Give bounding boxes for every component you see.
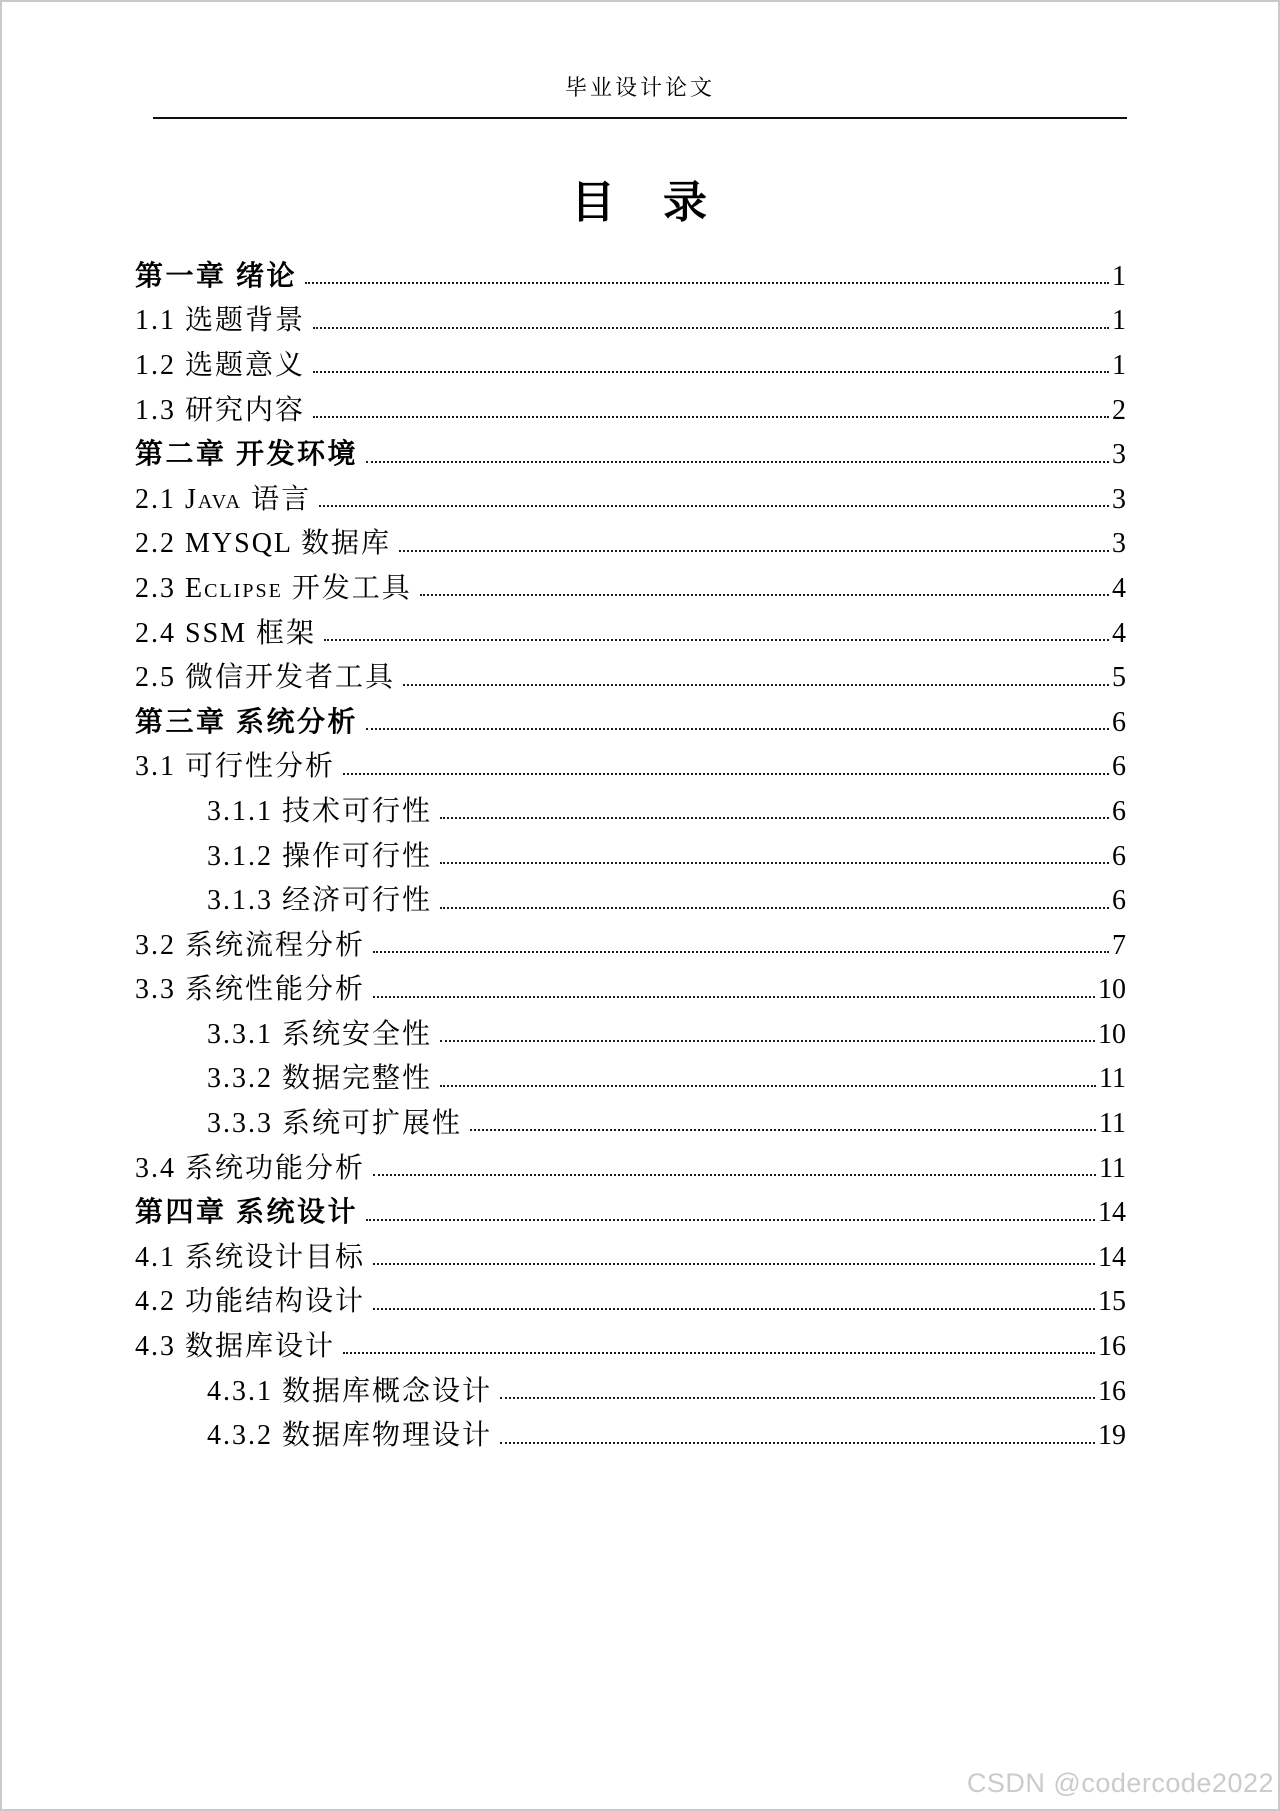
toc-entry[interactable] xyxy=(135,648,1126,693)
toc-entry[interactable] xyxy=(135,514,1126,559)
toc-entry-label: 3.2 系统流程分析 xyxy=(135,929,366,961)
toc-entry[interactable] xyxy=(135,247,1126,292)
toc-entry-label: 3.3.3 系统可扩展性 xyxy=(207,1108,463,1140)
toc-entry[interactable] xyxy=(135,1361,1126,1406)
toc-entry[interactable] xyxy=(135,336,1126,381)
toc-entry-label: 3.4 系统功能分析 xyxy=(135,1152,366,1184)
toc-entry-page: 6 xyxy=(1112,885,1126,917)
toc-entry-page: 4 xyxy=(1112,617,1126,649)
dot-leader xyxy=(440,1040,1095,1042)
toc-entry-label: 第四章 系统设计 xyxy=(135,1197,359,1229)
toc-entry[interactable] xyxy=(135,1272,1126,1317)
dot-leader xyxy=(420,594,1109,596)
toc-entry-label: 3.1.2 操作可行性 xyxy=(207,840,433,872)
dot-leader xyxy=(366,728,1109,730)
dot-leader xyxy=(470,1129,1096,1131)
toc-entry-label: 3.3 系统性能分析 xyxy=(135,974,366,1006)
toc-entry[interactable] xyxy=(135,1406,1126,1451)
toc-entry[interactable] xyxy=(135,1138,1126,1183)
toc-entry[interactable] xyxy=(135,737,1126,782)
toc-entry-page: 14 xyxy=(1098,1197,1126,1229)
toc-entry-page: 3 xyxy=(1112,528,1126,560)
dot-leader xyxy=(403,684,1109,686)
dot-leader xyxy=(373,1263,1095,1265)
toc-entry-label: 3.3.1 系统安全性 xyxy=(207,1018,433,1050)
toc-entry-page: 6 xyxy=(1112,751,1126,783)
toc-entry-page: 1 xyxy=(1112,305,1126,337)
toc-entry[interactable] xyxy=(135,470,1126,515)
dot-leader xyxy=(440,817,1109,819)
dot-leader xyxy=(343,773,1109,775)
toc-entry-label: 1.3 研究内容 xyxy=(135,394,306,426)
dot-leader xyxy=(440,1085,1096,1087)
toc-entry-page: 1 xyxy=(1112,260,1126,292)
toc-entry-label: 3.1 可行性分析 xyxy=(135,751,336,783)
dot-leader xyxy=(440,862,1109,864)
toc-entry[interactable] xyxy=(135,1005,1126,1050)
toc-entry-page: 15 xyxy=(1098,1286,1126,1318)
dot-leader xyxy=(500,1442,1095,1444)
toc-entry-label: 3.1.3 经济可行性 xyxy=(207,885,433,917)
toc-entry-label: 第三章 系统分析 xyxy=(135,706,359,738)
toc-entry-page: 14 xyxy=(1098,1241,1126,1273)
toc-entry[interactable] xyxy=(135,1228,1126,1273)
toc-entry[interactable] xyxy=(135,1094,1126,1139)
toc-entry-label: 4.3.2 数据库物理设计 xyxy=(207,1420,493,1452)
toc-entry-label: 2.3 Eclipse 开发工具 xyxy=(135,572,412,604)
toc-entry[interactable] xyxy=(135,826,1126,871)
toc-entry[interactable] xyxy=(135,782,1126,827)
toc-entry-page: 6 xyxy=(1112,706,1126,738)
toc-entry[interactable] xyxy=(135,693,1126,738)
toc-entry[interactable] xyxy=(135,1317,1126,1362)
dot-leader xyxy=(500,1397,1095,1399)
toc-entry-page: 6 xyxy=(1112,840,1126,872)
toc-entry-page: 10 xyxy=(1098,974,1126,1006)
csdn-watermark: CSDN @codercode2022 xyxy=(966,1768,1274,1798)
toc-entry[interactable] xyxy=(135,380,1126,425)
toc-entry[interactable] xyxy=(135,603,1126,648)
dot-leader xyxy=(373,951,1109,953)
page-header-title: 毕业设计论文 xyxy=(564,75,715,100)
toc-entry-page: 3 xyxy=(1112,439,1126,471)
toc-entry-label: 3.3.2 数据完整性 xyxy=(207,1063,433,1095)
toc-entry[interactable] xyxy=(135,1049,1126,1094)
toc-entry[interactable] xyxy=(135,291,1126,336)
toc-entry-label: 2.1 Java 语言 xyxy=(135,483,312,515)
toc-entry-label: 4.3 数据库设计 xyxy=(135,1331,336,1363)
dot-leader xyxy=(343,1352,1095,1354)
toc-entry-page: 7 xyxy=(1112,929,1126,961)
toc-entry-page: 11 xyxy=(1099,1152,1126,1184)
toc-entry[interactable] xyxy=(135,1183,1126,1228)
toc-entry-label: 3.1.1 技术可行性 xyxy=(207,795,433,827)
dot-leader xyxy=(313,371,1109,373)
dot-leader xyxy=(366,461,1109,463)
toc-list xyxy=(135,247,1126,1451)
dot-leader xyxy=(373,996,1095,998)
toc-entry-page: 3 xyxy=(1112,483,1126,515)
toc-entry[interactable] xyxy=(135,425,1126,470)
toc-entry-label: 2.4 SSM 框架 xyxy=(135,617,317,649)
toc-entry[interactable] xyxy=(135,559,1126,604)
dot-leader xyxy=(366,1219,1095,1221)
dot-leader xyxy=(440,907,1109,909)
toc-entry-page: 11 xyxy=(1099,1108,1126,1140)
toc-entry-page: 16 xyxy=(1098,1331,1126,1363)
toc-entry-label: 1.2 选题意义 xyxy=(135,349,306,381)
dot-leader xyxy=(324,639,1109,641)
toc-entry-label: 4.3.1 数据库概念设计 xyxy=(207,1375,493,1407)
toc-entry-label: 1.1 选题背景 xyxy=(135,305,306,337)
toc-entry[interactable] xyxy=(135,916,1126,961)
toc-entry-page: 5 xyxy=(1112,662,1126,694)
toc-entry-label: 4.1 系统设计目标 xyxy=(135,1241,366,1273)
toc-entry-page: 19 xyxy=(1098,1420,1126,1452)
dot-leader xyxy=(373,1174,1096,1176)
toc-entry-page: 11 xyxy=(1099,1063,1126,1095)
toc-entry[interactable] xyxy=(135,871,1126,916)
toc-entry-page: 6 xyxy=(1112,795,1126,827)
toc-title: 目 录 xyxy=(571,177,709,227)
toc-entry-label: 第二章 开发环境 xyxy=(135,439,359,471)
toc-entry-page: 1 xyxy=(1112,349,1126,381)
dot-leader xyxy=(319,505,1109,507)
toc-entry-label: 2.5 微信开发者工具 xyxy=(135,662,396,694)
dot-leader xyxy=(373,1308,1095,1310)
toc-entry[interactable] xyxy=(135,960,1126,1005)
header-divider xyxy=(153,117,1127,119)
dot-leader xyxy=(305,282,1109,284)
toc-entry-page: 4 xyxy=(1112,572,1126,604)
dot-leader xyxy=(399,550,1109,552)
dot-leader xyxy=(313,327,1109,329)
toc-entry-label: 第一章 绪论 xyxy=(135,260,298,292)
toc-entry-label: 4.2 功能结构设计 xyxy=(135,1286,366,1318)
dot-leader xyxy=(313,416,1109,418)
toc-entry-page: 2 xyxy=(1112,394,1126,426)
toc-entry-page: 10 xyxy=(1098,1018,1126,1050)
toc-entry-label: 2.2 MYSQL 数据库 xyxy=(135,528,391,560)
toc-entry-page: 16 xyxy=(1098,1375,1126,1407)
